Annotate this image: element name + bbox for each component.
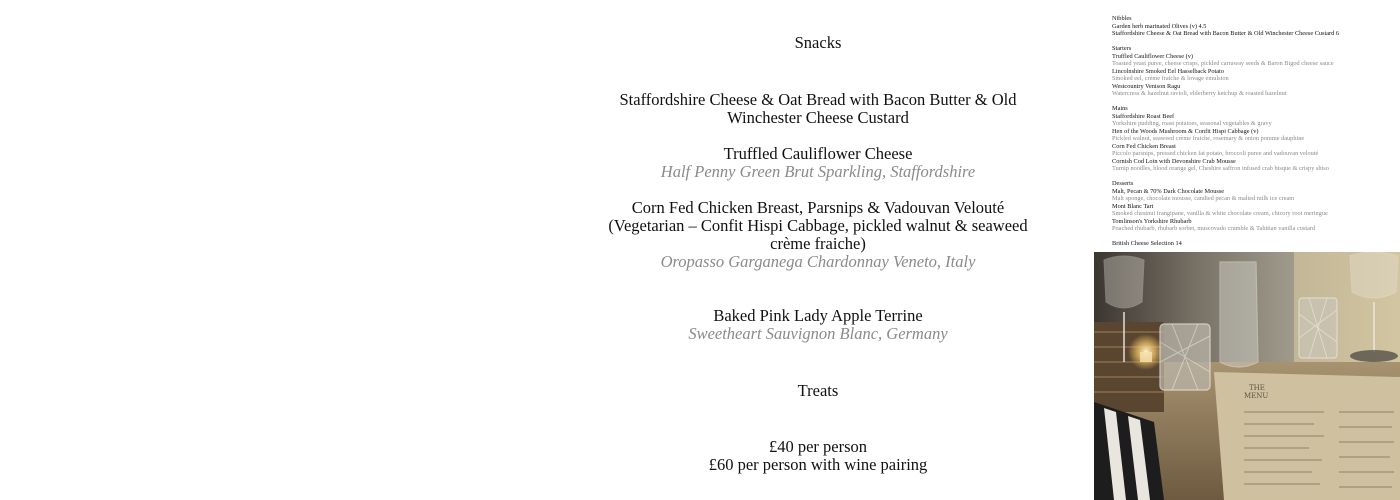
menu-item: Tomlinson's Yorkshire Rhubarb xyxy=(1112,217,1192,225)
menu-item: Corn Fed Chicken Breast xyxy=(1112,142,1176,150)
menu-item-description: Poached rhubarb, rhubarb sorbet, muscovado crumble & Tahitian vanilla custard xyxy=(1112,225,1316,232)
course-snack-line-1: Staffordshire Cheese & Oat Bread with Bacon Butter & Old xyxy=(619,90,1017,109)
section-heading: Desserts xyxy=(1112,180,1134,187)
tasting-menu xyxy=(560,0,1076,500)
menu-item-description: Smoked eel, crème fraiche & lovage emulsion xyxy=(1112,75,1229,82)
menu-item-description: Smoked chestnut frangipane, vanilla & white chocolate cream, chicory root meringue xyxy=(1112,210,1328,217)
price-wine-pairing: £60 per person with wine pairing xyxy=(708,455,928,474)
table-scene-image xyxy=(1094,252,1400,500)
menu-card-title: THE MENU xyxy=(1244,384,1269,400)
menu-section-starters xyxy=(1112,45,1397,98)
menu-item: Hen of the Woods Mushroom & Confit Hispi Cabbage (v) xyxy=(1112,127,1259,135)
menu-item-description: Malt sponge, chocolate mousse, candied pecan & malted milk ice cream xyxy=(1112,195,1295,202)
course-dessert-name: Baked Pink Lady Apple Terrine xyxy=(713,306,923,325)
course-starter-name: Truffled Cauliflower Cheese xyxy=(723,144,913,163)
course-dessert-wine: Sweetheart Sauvignon Blanc, Germany xyxy=(688,324,948,343)
menu-item-description: Pickled walnut, seaweed crème fraiche, rosemary & onion pomme dauphine xyxy=(1112,135,1305,142)
section-title-snacks: Snacks xyxy=(794,33,842,52)
menu-section-mains xyxy=(1112,105,1397,173)
a-la-carte-menu xyxy=(1112,15,1397,255)
menu-item-description: Watercress & hazelnut ravioli, elderberry ketchup & roasted hazelnut xyxy=(1112,90,1287,97)
menu-item-description: Toasted yeast puree, cheese crisps, pickled carraway seeds & Baron Bigod cheese sauce xyxy=(1112,60,1334,67)
menu-item: Malt, Pecan & 70% Dark Chocolate Mousse xyxy=(1112,187,1225,195)
menu-item: Staffordshire Cheese & Oat Bread with Bacon Butter & Old Winchester Cheese Custard 6 xyxy=(1112,30,1340,37)
section-heading: Nibbles xyxy=(1112,15,1132,22)
price-standard: £40 per person xyxy=(768,437,868,456)
menu-item: Staffordshire Roast Beef xyxy=(1112,112,1175,120)
course-main-line-3: crème fraiche) xyxy=(770,234,866,253)
course-snack-line-2: Winchester Cheese Custard xyxy=(727,108,909,127)
menu-section-cheese xyxy=(1112,240,1397,248)
menu-item-description: Turnip noodles, blood orange gel, Cheshire saffron infused crab bisque & crispy shiso xyxy=(1112,165,1329,172)
course-main-line-2: (Vegetarian – Confit Hispi Cabbage, pickled walnut & seaweed xyxy=(608,216,1028,235)
course-starter-wine: Half Penny Green Brut Sparkling, Staffordshire xyxy=(660,162,976,181)
section-heading: Starters xyxy=(1112,45,1132,52)
section-title-treats: Treats xyxy=(797,381,839,400)
menu-item: Lincolnshire Smoked Eel Hasselback Potato xyxy=(1112,67,1224,75)
menu-item: Westcountry Venison Ragu xyxy=(1112,82,1181,90)
section-heading: Mains xyxy=(1112,105,1128,112)
course-main-line-1: Corn Fed Chicken Breast, Parsnips & Vadouvan Velouté xyxy=(631,198,1005,217)
restaurant-table-photo xyxy=(1094,252,1400,500)
menu-item: Mont Blanc Tart xyxy=(1112,202,1154,210)
menu-item: Garden herb marinated Olives (v) 4.5 xyxy=(1112,22,1207,30)
menu-item: British Cheese Selection 14 xyxy=(1112,240,1182,247)
course-main-wine: Oropasso Garganega Chardonnay Veneto, Italy xyxy=(660,252,976,271)
menu-item-description: Piccolo parsnips, pressed chicken fat potato, broccoli puree and vadouvan velouté xyxy=(1112,150,1319,157)
menu-section-desserts xyxy=(1112,180,1397,233)
menu-item: Cornish Cod Loin with Devonshire Crab Mousse xyxy=(1112,157,1236,165)
menu-item-description: Yorkshire pudding, roast potatoes, seasonal vegetables & gravy xyxy=(1112,120,1272,127)
menu-section-nibbles xyxy=(1112,15,1397,38)
menu-item: Truffled Cauliflower Cheese (v) xyxy=(1112,52,1193,60)
